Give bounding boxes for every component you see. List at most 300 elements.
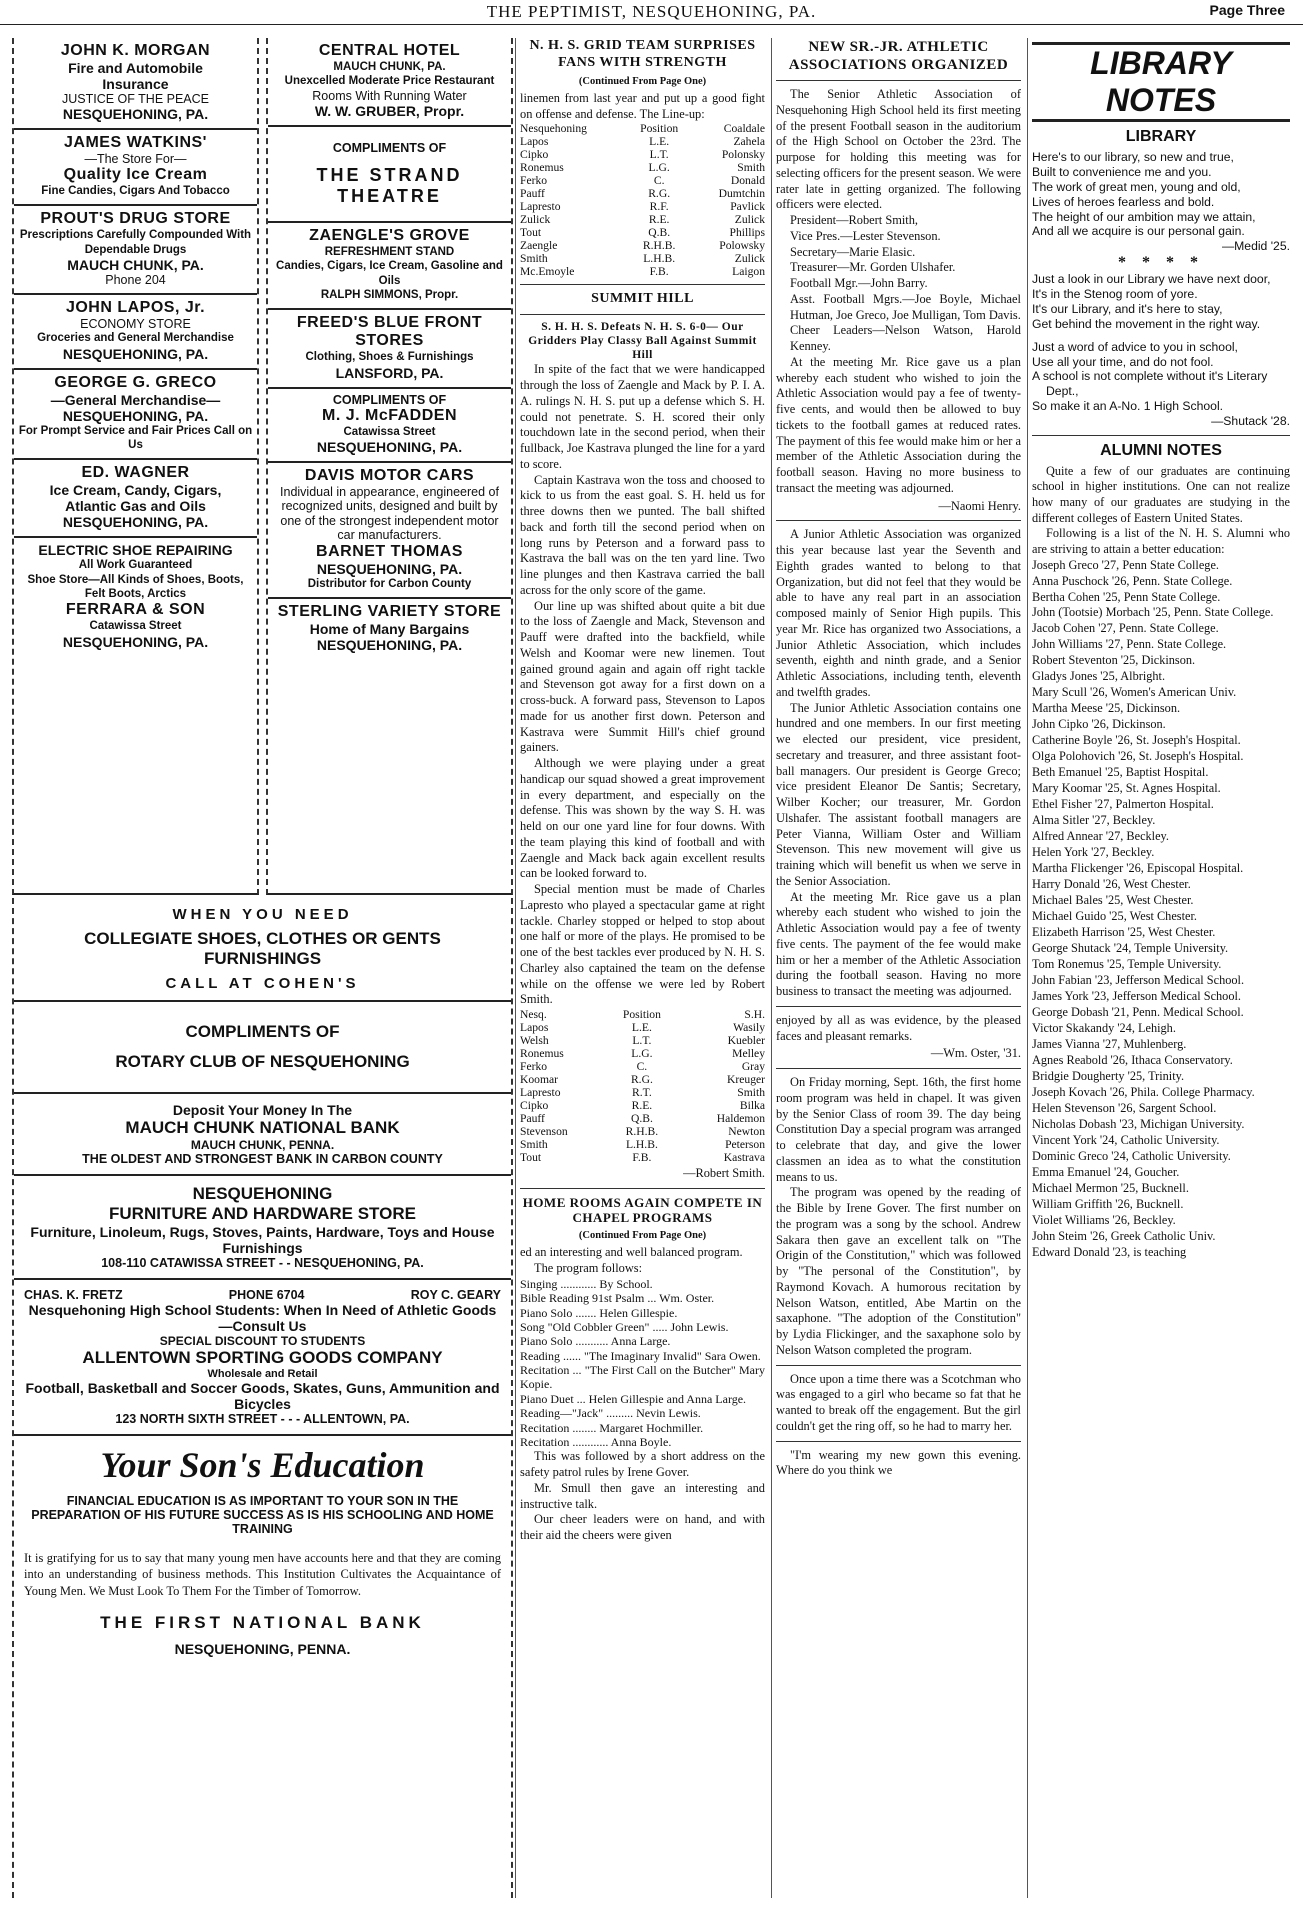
lineup-cell: Donald: [730, 174, 765, 188]
column-rule: [1027, 38, 1028, 1898]
ad-title: ZAENGLE'S GROVE: [309, 226, 470, 244]
lineup-row: [520, 1112, 765, 1125]
lineup-cell: Smith: [737, 161, 765, 175]
ads-wide-block: [12, 898, 513, 1898]
lineup-cell: Q.B.: [630, 1112, 653, 1126]
paper-title: THE PEPTIMIST, NESQUEHONING, PA.: [486, 2, 817, 21]
ad-line: 123 NORTH SIXTH STREET - - - ALLENTOWN, PA.: [115, 1412, 410, 1426]
divider-stars: * * * *: [1118, 254, 1204, 272]
article-paragraph: The Senior Athletic Association of Nesquehoning High School held its first meeting of the present Football season in the auditorium of the High School on October the 23rd. The purpose for holding this meeting was for selecting officers for the present season. We were rater late in getting organized. The following officers were elected.: [776, 87, 1021, 212]
ad-line: REFRESHMENT STAND: [324, 245, 455, 258]
ad-davis: [268, 463, 511, 599]
article-paragraph: In spite of the fact that we were handicapped through the loss of Zaengle and Mack by P. I. A. A. rulings N. H. S. put up a defense which S. H. could not penetrate. S. H. scored their only touchdown late in the second period, when their fullback, Joe Kastrava plunged the line for a yard to score.: [520, 362, 765, 471]
ad-line: Catawissa Street: [343, 425, 436, 438]
library-poem: [1032, 340, 1290, 414]
officer-item: Asst. Football Mgrs.—Joe Boyle, Michael Hutman, Joe Greco, Joe Mulligan, Tom Davis.: [790, 291, 1021, 322]
poem-line: It's our Library, and it's here to stay,: [1032, 301, 1223, 316]
lineup-cell: Polonsky: [721, 148, 765, 162]
lineup-row: [520, 1073, 765, 1086]
lineup-cell: Newton: [728, 1125, 765, 1139]
officer-item: Cheer Leaders—Nelson Watson, Harold Kenney.: [790, 323, 1021, 353]
ad-line: FINANCIAL EDUCATION IS AS IMPORTANT TO YOUR SON IN THE PREPARATION OF HIS FUTURE SUCCESS AS IS HIS SCHOOLING AND HOME TRAINING: [31, 1494, 494, 1536]
officer-item: Vice Pres.—Lester Stevenson.: [790, 228, 941, 243]
lineup-cell: Zulick: [734, 213, 765, 227]
alumni-item: Martha Meese '25, Dickinson.: [1032, 701, 1181, 716]
ad-sporting-goods: [14, 1280, 511, 1436]
lineup-cell: Polowsky: [719, 239, 765, 253]
alumni-item: Edward Donald '23, is teaching: [1032, 1244, 1187, 1259]
ad-line: JUSTICE OF THE PEACE: [61, 92, 209, 106]
alumni-item: James York '23, Jefferson Medical School.: [1032, 989, 1241, 1004]
alumni-item: Tom Ronemus '25, Temple University.: [1032, 957, 1222, 972]
alumni-item: John Steim '26, Greek Catholic Univ.: [1032, 1228, 1216, 1243]
alumni-item: Victor Skakandy '24, Lehigh.: [1032, 1021, 1176, 1036]
ad-title: JAMES WATKINS': [64, 134, 207, 151]
ad-line: THE OLDEST AND STRONGEST BANK IN CARBON COUNTY: [82, 1152, 443, 1166]
ad-line: NESQUEHONING, PA.: [62, 407, 209, 424]
alumni-item: Michael Bales '25, West Chester.: [1032, 893, 1194, 908]
continued-note: (Continued From Page One): [578, 75, 707, 87]
poem-line: The work of great men, young and old,: [1032, 179, 1241, 194]
alumni-item: Helen York '27, Beckley.: [1032, 845, 1155, 860]
lineup-row: [520, 148, 765, 161]
column-rule: [771, 38, 772, 1898]
ad-watkins: [14, 130, 257, 206]
signature: —Medid '25.: [1221, 239, 1290, 254]
ads-mid-column: [266, 38, 513, 895]
officer-item: Football Mgr.—John Barry.: [790, 276, 928, 290]
alumni-item: Michael Guido '25, West Chester.: [1032, 909, 1197, 924]
alumni-item: Catherine Boyle '26, St. Joseph's Hospital.: [1032, 733, 1241, 748]
ad-line: Fine Candies, Cigars And Tobacco: [41, 185, 230, 197]
article-paragraph: At the meeting Mr. Rice gave us a plan whereby each student who wished to join the Athletic Association would pay a fee of twenty-five cents, and would then be allowed to buy tickets to the football games at reduced rates. The payment of this fee would make him or her a member of the Athletic Association during the football season. Having no more business to transact the meeting was adjourned.: [776, 354, 1021, 495]
lineup-cell: Kastrava: [723, 1151, 765, 1164]
ad-line: Quality Ice Cream: [63, 166, 208, 183]
poem-line: And all we acquire is our personal gain.: [1032, 224, 1245, 239]
ad-line: Individual in appearance, engineered of recognized units, designed and built by one of the strongest independent motor car manufacturers.: [280, 485, 499, 543]
ad-line: COMPLIMENTS OF: [185, 1022, 340, 1041]
ad-mauch-chunk-bank: [14, 1094, 511, 1176]
officer-item: Treasurer—Mr. Gorden Ulshafer.: [790, 260, 956, 275]
article-paragraph: Captain Kastrava won the toss and choosed to kick to us from the east goal. S. H. held us for three downs then we punted. The ball shifted back and forth till the second period when on long runs by Peterson and a forward pass to Kastrava the ball was on the ten yard line. Two line plunges and then Kastrava carried the ball across for the only score of the game.: [520, 472, 765, 597]
ad-line: Distributor for Carbon County: [307, 577, 472, 590]
program-item: Piano Duet ... Helen Gillespie and Anna Large.: [520, 1391, 747, 1406]
ad-line: LANSFORD, PA.: [335, 364, 444, 381]
ad-central-hotel: [268, 38, 511, 127]
lineup-row: [520, 161, 765, 174]
ad-lapos: [14, 295, 257, 369]
lineup-row: [520, 1086, 765, 1099]
ad-line: Prescriptions Carefully Compounded With Dependable Drugs: [19, 229, 252, 256]
lineup-row: [520, 200, 765, 213]
lineup-cell: Kreuger: [727, 1073, 765, 1087]
ad-hardware-store: [14, 1176, 511, 1280]
lineup-row: [520, 174, 765, 187]
lineup-cell: R.T.: [632, 1086, 652, 1100]
ad-line: Furniture, Linoleum, Rugs, Stoves, Paints, Hardware, Toys and House Furnishings: [30, 1224, 495, 1256]
lineup-cell: L.G.: [631, 1047, 653, 1061]
lineup-cell: R.E.: [648, 213, 670, 227]
alumni-item: Bridgie Dougherty '25, Trinity.: [1032, 1069, 1185, 1084]
ad-line: NESQUEHONING, PA.: [316, 439, 463, 455]
ad-line: THE FIRST NATIONAL BANK: [100, 1612, 425, 1632]
lineup-cell: R.E.: [631, 1099, 653, 1113]
lineup-cell: Zulick: [520, 213, 551, 227]
article-paragraph: Mr. Smull then gave an interesting and instructive talk.: [520, 1480, 765, 1511]
lineup-cell: R.F.: [649, 200, 669, 214]
program-item: Piano Solo ....... Helen Gillespie.: [520, 1305, 678, 1320]
lineup-cell: Welsh: [520, 1034, 549, 1048]
ad-line: ROTARY CLUB OF NESQUEHONING: [115, 1052, 410, 1071]
ad-line: MAUCH CHUNK, PA.: [67, 257, 204, 274]
article-paragraph: The program was opened by the reading of the Bible by Irene Gover. The first number on the program was a song by the school. Andrew Sakara then gave an excellent talk on "The Origin of the Constitution," which was followed by "The personal of the Constitution", by Raymond Kovach. A humorous recitation by Nelson Watson, entitled, Abe Martin on the saxaphone. "The adoption of the Constitution" by Lydia Flickinger, and the saxaphone solo by Nelson Watson completed the program.: [776, 1185, 1021, 1357]
page-number: Page Three: [1209, 2, 1285, 18]
ad-line: NESQUEHONING, PA.: [62, 514, 209, 531]
ad-line: NESQUEHONING, PA.: [62, 106, 209, 122]
ad-line: W. W. GRUBER, Propr.: [314, 102, 465, 119]
ad-mcfadden: [268, 389, 511, 463]
lineup-cell: R.H.B.: [642, 239, 676, 253]
lineup-row: [520, 1034, 765, 1047]
headline-athletic: NEW SR.-JR. ATHLETIC ASSOCIATIONS ORGANIZED: [788, 39, 1009, 73]
ad-line: 108-110 CATAWISSA STREET - - NESQUEHONING, PA.: [101, 1256, 424, 1270]
ad-line: Clothing, Shoes & Furnishings: [305, 351, 474, 364]
ad-line: Rooms With Running Water: [312, 88, 467, 103]
alumni-item: John Cipko '26, Dickinson.: [1032, 717, 1166, 732]
alumni-item: Alfred Annear '27, Beckley.: [1032, 829, 1169, 844]
lineup-cell: Gray: [741, 1060, 765, 1074]
article-paragraph: A Junior Athletic Association was organized this year because last year the Seventh and Eighth grades wanted to belong to that Organization, but did not feel that they would be able to have any real part in an association composed mainly of Senior High pupils. This year Mr. Rice has organized two Associations, a Junior Athletic Association, which includes seventh, eighth and ninth grade, and a Senior Athletic Associations, including tenth, eleventh and twelfth grades.: [776, 527, 1021, 699]
ad-strand: [268, 127, 511, 223]
poem-line: Built to convenience me and you.: [1032, 164, 1212, 179]
article-text: ed an interesting and well balanced program.: [520, 1245, 743, 1260]
ad-rotary: [14, 1002, 511, 1094]
signature: —Wm. Oster, '31.: [930, 1046, 1021, 1061]
lineup-row: [520, 187, 765, 200]
lineup-row: [520, 265, 765, 278]
ad-line: MAUCH CHUNK, PENNA.: [190, 1138, 335, 1152]
ad-line: For Prompt Service and Fair Prices Call on Us: [18, 424, 253, 451]
signature: —Shutack '28.: [1211, 414, 1290, 428]
ad-line: ECONOMY STORE: [80, 317, 191, 332]
ad-title: THE STRAND THEATRE: [316, 164, 463, 206]
ad-title: ED. WAGNER: [81, 464, 190, 482]
ad-morgan: [14, 38, 257, 130]
alumni-item: Emma Emanuel '24, Goucher.: [1032, 1164, 1180, 1179]
lineup-cell: Pauff: [520, 187, 545, 201]
article-paragraph: enjoyed by all as was evidence, by the pleased faces and pleasant remarks.: [776, 1012, 1021, 1043]
ad-first-national-bank: [14, 1436, 511, 1665]
ad-line: SPECIAL DISCOUNT TO STUDENTS: [159, 1334, 366, 1348]
alumni-item: Mary Scull '26, Women's American Univ.: [1032, 685, 1237, 700]
officer-item: President—Robert Smith,: [790, 213, 919, 227]
lineup-cell: Lapresto: [520, 1086, 561, 1100]
lineup-cell: Smith: [520, 1138, 548, 1152]
alumni-item: Olga Polohovich '26, St. Joseph's Hospital.: [1032, 749, 1244, 764]
ad-line: WHEN YOU NEED: [172, 906, 353, 923]
ad-wagner: [14, 460, 257, 538]
library-notes-banner: LIBRARY NOTES: [1032, 42, 1290, 122]
lineup-cell: C.: [653, 174, 665, 188]
ad-line: BARNET THOMAS: [316, 542, 463, 560]
lineup-cell: Stevenson: [520, 1125, 568, 1139]
ad-line: All Work Guaranteed: [78, 559, 193, 572]
alumni-item: Michael Mermon '25, Bucknell.: [1032, 1180, 1189, 1195]
alumni-item: Mary Koomar '25, St. Agnes Hospital.: [1032, 781, 1221, 796]
ad-line: Candies, Cigars, Ice Cream, Gasoline and Oils: [276, 260, 503, 287]
lineup-cell: Zahela: [733, 135, 765, 149]
lineup-table-coaldale: [520, 122, 765, 278]
alumni-item: Joseph Greco '27, Penn State College.: [1032, 557, 1219, 572]
lineup-row: [520, 1060, 765, 1073]
lineup-cell: F.B.: [632, 1151, 652, 1164]
article-paragraph: Our line up was shifted about quite a bit due to the loss of Zaengle and Mack, Stevenson and Pauff were drafted into the backfield, while Welsh and Koomar were new linemen. Tout gained ground again and again off right tackle and Stevenson got away for a first down on a cross-buck. A forward pass, Stevenson to Lapos made for us another first down. Peterson and Kastrava were Summit Hill's chief ground gainers.: [520, 598, 765, 755]
lineup-row: [520, 1125, 765, 1138]
ad-title: GEORGE G. GRECO: [54, 373, 217, 391]
ad-title: M. J. McFADDEN: [321, 406, 457, 424]
ad-line: CHAS. K. FRETZ: [24, 1288, 123, 1302]
program-item: Bible Reading 91st Psalm ... Wm. Oster.: [520, 1291, 715, 1306]
lineup-cell: Kuebler: [727, 1034, 765, 1048]
lineup-row: [520, 252, 765, 265]
lineup-cell: Cipko: [520, 148, 549, 162]
lineup-cell: Position: [640, 122, 679, 136]
ad-line: CALL AT COHEN'S: [165, 975, 360, 992]
alumni-item: George Dobash '21, Penn. Medical School.: [1032, 1005, 1244, 1020]
lineup-cell: L.E.: [649, 135, 670, 149]
ad-line: COLLEGIATE SHOES, CLOTHES OR GENTS FURNISHINGS: [84, 929, 441, 968]
lineup-cell: Peterson: [725, 1138, 765, 1152]
poem-line: Just a word of advice to you in school,: [1032, 339, 1238, 354]
lineup-cell: L.T.: [632, 1034, 652, 1048]
article-paragraph: On Friday morning, Sept. 16th, the first home room program was held in chapel. It was given by the Senior Class of room 39. The day being Constitution Day a special program was arranged to celebrate that day, and give the lower classmen an idea as to what the constitution means to us.: [776, 1075, 1021, 1184]
ad-line: MAUCH CHUNK NATIONAL BANK: [125, 1118, 400, 1137]
ad-freeds: [268, 310, 511, 388]
ad-cohens: [14, 898, 511, 1002]
poem-line: Get behind the movement in the right way.: [1032, 316, 1261, 331]
lineup-cell: L.H.B.: [643, 252, 676, 266]
poem-line: The height of our ambition may we attain,: [1032, 209, 1256, 224]
ad-line: Fire and Automobile: [68, 60, 203, 76]
alumni-item: Elizabeth Harrison '25, West Chester.: [1032, 925, 1216, 940]
headline-summit-hill: SUMMIT HILL: [591, 291, 694, 307]
ad-line: Unexcelled Moderate Price Restaurant: [284, 75, 495, 88]
lineup-cell: Ferko: [520, 174, 548, 188]
ad-line: NESQUEHONING, PA.: [316, 636, 463, 653]
signature: —Naomi Henry.: [938, 498, 1021, 513]
subhead-summit-hill: S. H. H. S. Defeats N. H. S. 6-0— Our Gridders Play Classy Ball Against Summit Hill: [528, 321, 757, 361]
lineup-cell: Tout: [520, 1151, 542, 1164]
ad-title: FREED'S BLUE FRONT STORES: [296, 314, 483, 350]
lineup-cell: Lapos: [520, 1021, 549, 1035]
ad-line: FURNITURE AND HARDWARE STORE: [109, 1204, 416, 1223]
lineup-cell: Ronemus: [520, 1047, 564, 1061]
ad-greco: [14, 370, 257, 461]
article-paragraph: Following is a list of the N. H. S. Alumni who are striving to attain a better education:: [1032, 526, 1290, 556]
alumni-item: Agnes Reabold '26, Ithaca Conservatory.: [1032, 1053, 1233, 1068]
lineup-cell: Zaengle: [520, 239, 558, 253]
program-item: Piano Solo ........... Anna Large.: [520, 1334, 671, 1349]
continued-note: (Continued From Page One): [578, 1229, 707, 1241]
article-paragraph: Our cheer leaders were on hand, and with their aid the cheers were given: [520, 1512, 765, 1543]
alumni-item: Ethel Fisher '27, Palmerton Hospital.: [1032, 797, 1214, 812]
alumni-item: William Griffith '26, Bucknell.: [1032, 1196, 1184, 1211]
lineup-row: [520, 122, 765, 135]
alumni-item: Alma Sitler '27, Beckley.: [1032, 813, 1156, 828]
alumni-item: John Fabian '23, Jefferson Medical School.: [1032, 973, 1245, 988]
lineup-cell: Position: [622, 1008, 661, 1022]
lineup-row: [520, 239, 765, 252]
poem-line: It's in the Stenog room of yore.: [1032, 287, 1198, 301]
headline-grid-team: N. H. S. GRID TEAM SURPRISES FANS WITH STRENGTH: [529, 38, 756, 70]
poem-line: Here's to our library, so new and true,: [1032, 150, 1234, 164]
ad-line: Home of Many Bargains: [309, 620, 470, 637]
alumni-item: Violet Williams '26, Beckley.: [1032, 1212, 1176, 1227]
lineup-cell: Nesq.: [520, 1008, 547, 1022]
alumni-item: Helen Stevenson '26, Sargent School.: [1032, 1101, 1217, 1115]
alumni-item: Vincent York '24, Catholic University.: [1032, 1132, 1220, 1147]
lineup-cell: Mc.Emoyle: [520, 265, 575, 279]
alumni-item: George Shutack '24, Temple University.: [1032, 941, 1229, 956]
lineup-cell: L.E.: [631, 1021, 652, 1035]
news-column-3: [520, 38, 765, 1898]
program-item: Reading—"Jack" ......... Nevin Lewis.: [520, 1406, 701, 1421]
alumni-list: [1032, 558, 1290, 1261]
lineup-cell: Coaldale: [723, 122, 765, 136]
program-item: Recitation ... "The First Call on the Butcher" Mary Kopie.: [520, 1363, 765, 1392]
program-item: Recitation ............ Anna Boyle.: [520, 1435, 672, 1450]
lineup-cell: Laigon: [732, 265, 765, 279]
alumni-item: Dominic Greco '24, Catholic University.: [1032, 1148, 1231, 1163]
ad-line: Groceries and General Merchandise: [37, 332, 234, 345]
ad-line: It is gratifying for us to say that many young men have accounts here and that they are coming into an understanding of business methods. This Institution Cultivates the Acquaintance of Young Men. We Must Look To Them For the Timber of Tomorrow.: [24, 1551, 501, 1598]
alumni-item: Nicholas Dobash '23, Michigan University.: [1032, 1116, 1245, 1131]
lineup-cell: Lapos: [520, 135, 549, 149]
article-text: linemen from last year and put up a good fight on offense and defense. The Line-up:: [520, 90, 765, 121]
lineup-cell: Bilka: [739, 1099, 765, 1113]
alumni-item: Anna Puschock '26, Penn. State College.: [1032, 573, 1233, 588]
lineup-cell: Lapresto: [520, 200, 561, 214]
lineup-cell: Pavlick: [730, 200, 765, 214]
joke-paragraph: Once upon a time there was a Scotchman who was engaged to a girl who became so fat that he wanted to break off the engagement. But the girl couldn't get the ring off, so he had to marry her.: [776, 1371, 1021, 1433]
alumni-item: Gladys Jones '25, Albright.: [1032, 669, 1166, 684]
lineup-cell: Melley: [732, 1047, 765, 1061]
alumni-item: Beth Emanuel '25, Baptist Hospital.: [1032, 765, 1209, 780]
lineup-cell: Smith: [520, 252, 548, 266]
lineup-cell: Nesquehoning: [520, 122, 587, 136]
ad-title: CENTRAL HOTEL: [318, 42, 461, 59]
lineup-cell: Zulick: [734, 252, 765, 266]
lineup-cell: L.T.: [649, 148, 669, 162]
ad-line: MAUCH CHUNK, PA.: [333, 61, 446, 73]
ad-line: Football, Basketball and Soccer Goods, Skates, Guns, Ammunition and Bicycles: [25, 1380, 500, 1412]
ad-title: JOHN K. MORGAN: [60, 42, 211, 59]
alumni-item: James Vianna '27, Muhlenberg.: [1032, 1037, 1187, 1052]
ad-prout: [14, 206, 257, 295]
ad-line: —General Merchandise—: [50, 391, 221, 408]
masthead: [0, 0, 1303, 25]
alumni-item: John Williams '27, Penn. State College.: [1032, 637, 1227, 652]
joke-paragraph: "I'm wearing my new gown this evening. Where do you think we: [776, 1447, 1021, 1478]
article-paragraph: This was followed by a short address on the safety patrol rules by Irene Gover.: [520, 1449, 765, 1480]
news-column-4: [776, 38, 1021, 1898]
lineup-cell: Smith: [737, 1086, 765, 1100]
ad-title: DAVIS MOTOR CARS: [304, 467, 475, 484]
ad-title: FERRARA & SON: [65, 601, 206, 619]
ad-line: RALPH SIMMONS, Propr.: [320, 288, 459, 301]
lineup-row: [520, 1047, 765, 1060]
article-text: The program follows:: [534, 1261, 643, 1275]
ad-line: Wholesale and Retail: [207, 1368, 318, 1380]
lineup-table-summit-hill: [520, 1008, 765, 1164]
article-paragraph: The Junior Athletic Association contains one hundred and one members. In our first meeting we elected our president, vice president, secretary and treasurer, and three assistant foot-ball managers. Our president is George Greco; vice president Eleanor De Santis; Secretary, Wilber Kocher; our treasurer, Mr. Gordon Ulshafer. The assistant football managers are Peter Vianna, William Oster and William Stevenson. This new movement will give us training which will benefit us when we serve in the Senior Association.: [776, 700, 1021, 888]
article-paragraph: Special mention must be made of Charles Lapresto who played a spectacular game at right tackle. Charley stopped or helped to stop about one half or more of the plays. He promised to be one of the best tackles ever produced by N. H. S. Charley also captained the team on the defense while on the offense we were led by Robert Smith.: [520, 882, 765, 1007]
lineup-cell: Koomar: [520, 1073, 558, 1087]
officer-item: Secretary—Marie Elasic.: [790, 244, 916, 259]
lineup-cell: R.G.: [630, 1073, 653, 1087]
ad-line: Atlantic Gas and Oils: [65, 498, 206, 515]
ad-line: NESQUEHONING: [192, 1184, 333, 1203]
lineup-cell: Ronemus: [520, 161, 564, 175]
ad-line: ROY C. GEARY: [410, 1288, 501, 1302]
lineup-cell: C.: [636, 1060, 648, 1074]
alumni-item: Harry Donald '26, West Chester.: [1032, 877, 1191, 892]
lineup-cell: Q.B.: [648, 226, 671, 240]
lineup-cell: Phillips: [729, 226, 765, 240]
ad-line: NESQUEHONING, PA.: [62, 633, 209, 650]
lineup-row: [520, 213, 765, 226]
ad-line: ELECTRIC SHOE REPAIRING: [38, 542, 233, 559]
ad-line: NESQUEHONING, PENNA.: [174, 1640, 351, 1657]
lineup-cell: Haldemon: [716, 1112, 765, 1126]
alumni-item: John (Tootsie) Morbach '25, Penn. State College.: [1032, 605, 1274, 620]
ads-left-column: [12, 38, 259, 895]
library-poem: [1032, 150, 1290, 239]
lineup-cell: S.H.: [744, 1008, 765, 1022]
lineup-cell: R.G.: [648, 187, 671, 201]
program-item: Reading ...... "The Imaginary Invalid" Sara Owen.: [520, 1348, 761, 1363]
lineup-row: [520, 1021, 765, 1034]
ad-line: COMPLIMENTS OF: [332, 392, 447, 407]
ad-line: Ice Cream, Candy, Cigars,: [49, 482, 222, 499]
alumni-item: Bertha Cohen '25, Penn State College.: [1032, 589, 1221, 604]
ad-line: ALLENTOWN SPORTING GOODS COMPANY: [82, 1348, 443, 1367]
poem-line: Lives of heroes fearless and bold.: [1032, 194, 1215, 209]
poem-line: So make it an A-No. 1 High School.: [1032, 399, 1224, 414]
lineup-cell: Cipko: [520, 1099, 549, 1113]
alumni-item: Jacob Cohen '27, Penn. State College.: [1032, 621, 1219, 636]
ad-sterling: [268, 599, 511, 659]
alumni-item: Martha Flickenger '26, Episcopal Hospital.: [1032, 861, 1244, 876]
ad-line: NESQUEHONING, PA.: [62, 345, 209, 362]
program-item: Singing ............ By School.: [520, 1276, 653, 1291]
alumni-item: Joseph Kovach '26, Phila. College Pharmacy.: [1032, 1085, 1255, 1100]
news-column-5: [1032, 38, 1290, 1898]
lineup-cell: Tout: [520, 226, 542, 240]
alumni-heading: ALUMNI NOTES: [1100, 441, 1222, 459]
lineup-cell: Dumtchin: [718, 187, 765, 201]
alumni-item: Robert Steventon '25, Dickinson.: [1032, 653, 1196, 668]
ad-line: Phone 204: [105, 273, 166, 288]
library-poem: [1032, 272, 1290, 332]
lineup-cell: F.B.: [649, 265, 669, 279]
article-paragraph: Although we were playing under a great handicap our squad showed a great improvement in every department, and especially on the defense. This was shown by the way S. H. was held on our one yard line for four downs. With the team playing this kind of football and with Zaengle and Mack back again excellent results can be looked forward to.: [520, 756, 765, 881]
ad-title: PROUT'S DRUG STORE: [40, 210, 231, 228]
lineup-cell: Wasily: [733, 1021, 765, 1035]
article-paragraph: Quite a few of our graduates are continuing school in higher institutions. One can not realize how many of our graduates are studying in the different colleges of Eastern United States.: [1032, 463, 1290, 525]
ad-line: Your Son's Education: [100, 1445, 425, 1485]
ad-line: NESQUEHONING, PA.: [316, 560, 463, 577]
